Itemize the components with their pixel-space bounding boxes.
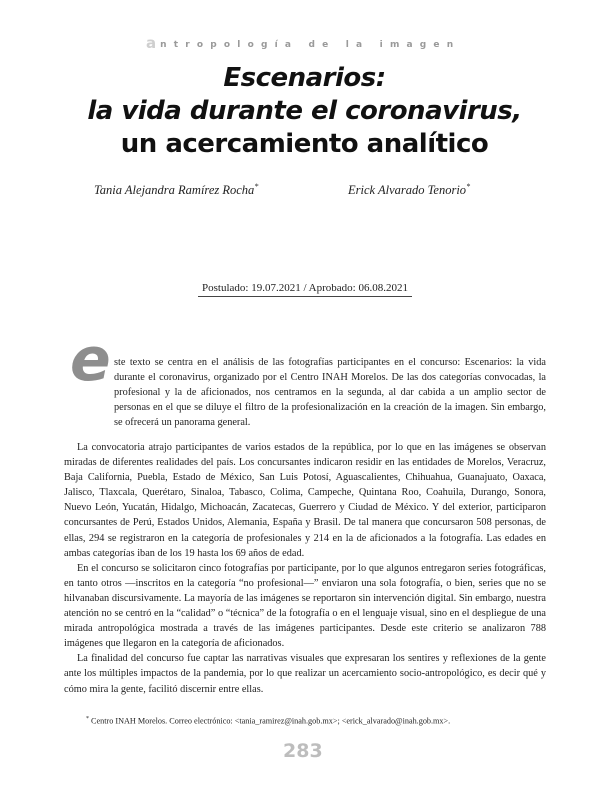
author-1-name: Tania Alejandra Ramírez Rocha [94,183,255,198]
running-header [146,33,460,51]
running-header-initial: a [146,34,161,52]
author-1 [94,182,258,198]
body-text-continued [64,440,546,697]
author-1-footnote-mark: * [254,182,259,191]
title-line-2: la vida durante el coronavirus, [87,96,522,126]
title-line-1: Escenarios: [223,63,386,93]
running-header-text: ntropología de la imagen [160,40,461,50]
paragraph-4: La finalidad del concurso fue captar las narrativas visuales que expresaran los sentires y reflexiones de la gente ante los múltiples impactos de la pandemia, por lo que realizar un acercamiento socio-antropológico, es decir qué y cómo mira la gente, facilitó discernir entre ellas. [64,653,546,695]
page-number: 283 [283,740,323,762]
author-2 [348,182,470,198]
footnote [86,716,450,726]
paragraph-1: ste texto se centra en el análisis de las fotografías participantes en el concurso: Escenarios: la vida durante el coronavirus, organizado por el Centro INAH Morelos. De las dos categorías convocadas, la profesional y la de aficionados, nos centramos en la segunda, al dar cabida a un amplio sector de personas en el que se diluye el filtro de la profesionalización en la creación de la imagen. Sin embargo, se ofrecerá un panorama general. [114,357,546,429]
title-line-3: un acercamiento analítico [120,129,489,159]
paragraph-3: En el concurso se solicitaron cinco fotografías por participante, por lo que algunos entregaron series fotográficas, en tanto otros —inscritos en la categoría “no profesional—” enviaron una sola fotografía, o bien, series que no se hilvanaban discursivamente. La mayoría de las imágenes se reportaron sin intervención digital. Sin embargo, nuestra atención no se centró en la “calidad” o “técnica” de la fotografía o en el lenguaje visual, sino en el despliegue de una mirada antropológica mostrada a través de las imágenes participantes. Desde este criterio se analizaron 788 imágenes que llegaron en la categoría de aficionados. [64,562,546,650]
paragraph-2: La convocatoria atrajo participantes de varios estados de la república, por lo que en las imágenes se observan miradas de diferentes realidades del país. Los concursantes indicaron residir en las entidades de Morelos, Veracruz, Baja California, Puebla, Estado de México, San Luis Potosí, Aguascalientes, Chihuahua, Guanajuato, Oaxaca, Jalisco, Tlaxcala, Querétaro, Sinaloa, Tabasco, Colima, Campeche, Quintana Roo, Coahuila, Durango, Sonora, Nuevo León, Yucatán, Hidalgo, Michoacán, Zacatecas, Guerrero y Ciudad de México. Y del exterior, participaron concursantes de Perú, Estados Unidos, Alemania, España y Brasil. De tal manera que concursaron 508 personas, de ellas, 294 se registraron en la categoría de profesionales y 214 en la de aficionados a la fotografía. Las edades en ambas categorías iban de los 19 hasta los 69 años de edad. [64,442,546,559]
body-text [64,355,546,430]
author-2-name: Erick Alvarado Tenorio [348,183,467,198]
submission-dates: Postulado: 19.07.2021 / Aprobado: 06.08.2021 [198,282,412,297]
footnote-text: Centro INAH Morelos. Correo electrónico: <tania_ramirez@inah.gob.mx>; <erick_alvarado@inah.gob.mx>. [91,716,451,726]
author-2-footnote-mark: * [466,182,471,191]
article-title [0,62,609,161]
footnote-mark: * [86,716,89,722]
drop-cap: e [70,325,111,395]
